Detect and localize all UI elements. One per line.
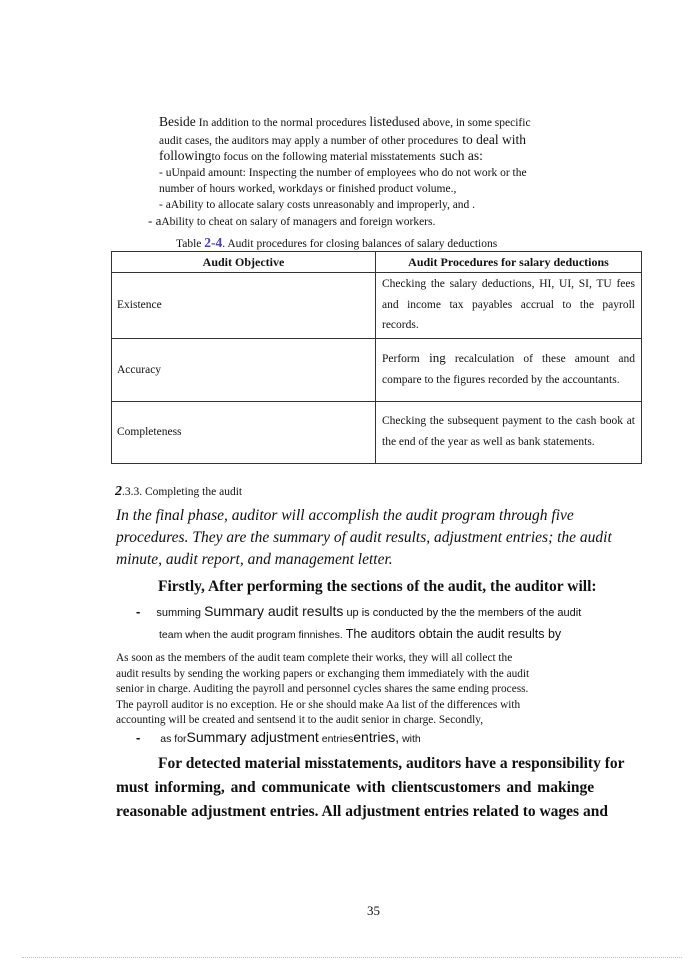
objective-cell: Completeness: [112, 401, 376, 463]
adjustment-text-large: Summary adjustment: [186, 729, 319, 745]
intro-word-following: following: [159, 148, 212, 163]
intro-text: used above, in some specific: [398, 117, 531, 129]
intro-text: such as:: [439, 148, 483, 163]
procedure-text: recalculation of these amount and compare to the figures recorded by the accountants.: [382, 353, 635, 386]
bold-line-2: must informing, and communicate with clientscustomers and makinge: [116, 779, 595, 796]
summary-text: up is conducted by the the members of the audit: [346, 607, 582, 619]
audit-procedures-table: [111, 251, 642, 464]
adjustment-text-large: entries,: [353, 729, 400, 745]
procedure-cell: Checking the salary deductions, HI, UI, SI, TU fees and income tax payables accrual to the payroll records.: [376, 273, 642, 339]
italic-line-1: In the final phase, auditor will accomplish the audit program through five: [116, 507, 574, 524]
summary-text: team when the audit program finnishes.: [159, 629, 343, 641]
section-heading: [115, 484, 242, 500]
summary-text: summing: [156, 607, 202, 619]
intro-text: to focus on the following material misstatements: [211, 151, 436, 163]
bold-line-3: reasonable adjustment entries. All adjustment entries related to wages and: [116, 803, 608, 820]
intro-bullet-prefix: - a: [148, 213, 162, 228]
intro-line-3: [159, 147, 483, 165]
table-row: [112, 401, 642, 463]
table-row: [112, 273, 642, 339]
intro-line-1: [159, 114, 531, 130]
header-audit-objective: Audit Objective: [112, 252, 376, 273]
page-number: 35: [367, 903, 380, 918]
caption-label: Table: [176, 238, 202, 250]
adjustment-text: entries: [321, 733, 354, 745]
intro-bullet-2: - aAbility to allocate salary costs unreasonably and improperly, and .: [159, 199, 476, 211]
page-edge-divider: [22, 957, 682, 958]
procedure-cell: [376, 338, 642, 401]
section-number: 2: [115, 484, 122, 499]
intro-bullet-1b: number of hours worked, workdays or finished product volume.,: [159, 183, 457, 195]
italic-line-3: minute, audit report, and management letter.: [116, 551, 393, 568]
procedure-text-large: ing: [419, 350, 446, 365]
italic-line-2: procedures. They are the summary of audit results, adjustment entries; the audit: [116, 529, 612, 546]
table-caption: [176, 235, 497, 251]
header-audit-procedures: Audit Procedures for salary deductions: [376, 252, 642, 273]
adjustment-text: as for: [160, 733, 187, 745]
caption-text: . Audit procedures for closing balances of salary deductions: [222, 238, 498, 250]
intro-text: In addition to the normal procedures: [198, 117, 367, 129]
para-line-3: senior in charge. Auditing the payroll and personnel cycles shares the same ending process.: [116, 683, 529, 695]
intro-word-beside: Beside: [159, 114, 196, 129]
caption-number: 2-4: [204, 235, 223, 250]
intro-text: audit cases, the auditors may apply a number of other procedures: [159, 135, 459, 147]
firstly-line: Firstly, After performing the sections of the audit, the auditor will:: [158, 578, 597, 595]
table-row: [112, 338, 642, 401]
bold-line-1: For detected material misstatements, auditors have a responsibility for: [158, 755, 625, 772]
intro-bullet-1a: - uUnpaid amount: Inspecting the number of employees who do not work or the: [159, 167, 527, 179]
intro-bullet-3: [148, 212, 435, 230]
section-title: .3.3. Completing the audit: [122, 486, 243, 498]
adjustment-text: with: [402, 733, 421, 745]
para-line-4: The payroll auditor is no exception. He or she should make Aa list of the differences with: [116, 699, 521, 711]
summary-line-2: [159, 627, 561, 641]
objective-cell: Existence: [112, 273, 376, 339]
procedure-text: Perform: [382, 353, 420, 365]
summary-line-1: [136, 603, 581, 619]
table-header-row: [112, 252, 642, 273]
summary-text-large: The auditors obtain the audit results by: [345, 627, 562, 641]
summary-dash: -: [136, 604, 141, 619]
summary-text-large: Summary audit results: [204, 603, 344, 619]
intro-word-listed: listed: [369, 114, 399, 129]
para-line-1: As soon as the members of the audit team complete their works, they will all collect the: [116, 652, 513, 664]
para-line-5: accounting will be created and sentsend it to the audit senior in charge. Secondly,: [116, 714, 484, 726]
procedure-cell: Checking the subsequent payment to the cash book at the end of the year as well as bank statements.: [376, 401, 642, 463]
adjustment-line: [136, 729, 421, 745]
adjustment-dash: -: [136, 730, 141, 745]
intro-text: Ability to cheat on salary of managers and foreign workers.: [161, 216, 436, 228]
para-line-2: audit results by sending the working papers or exchanging them immediately with the audit: [116, 668, 530, 680]
objective-cell: Accuracy: [112, 338, 376, 401]
intro-text: to deal with: [462, 132, 526, 147]
